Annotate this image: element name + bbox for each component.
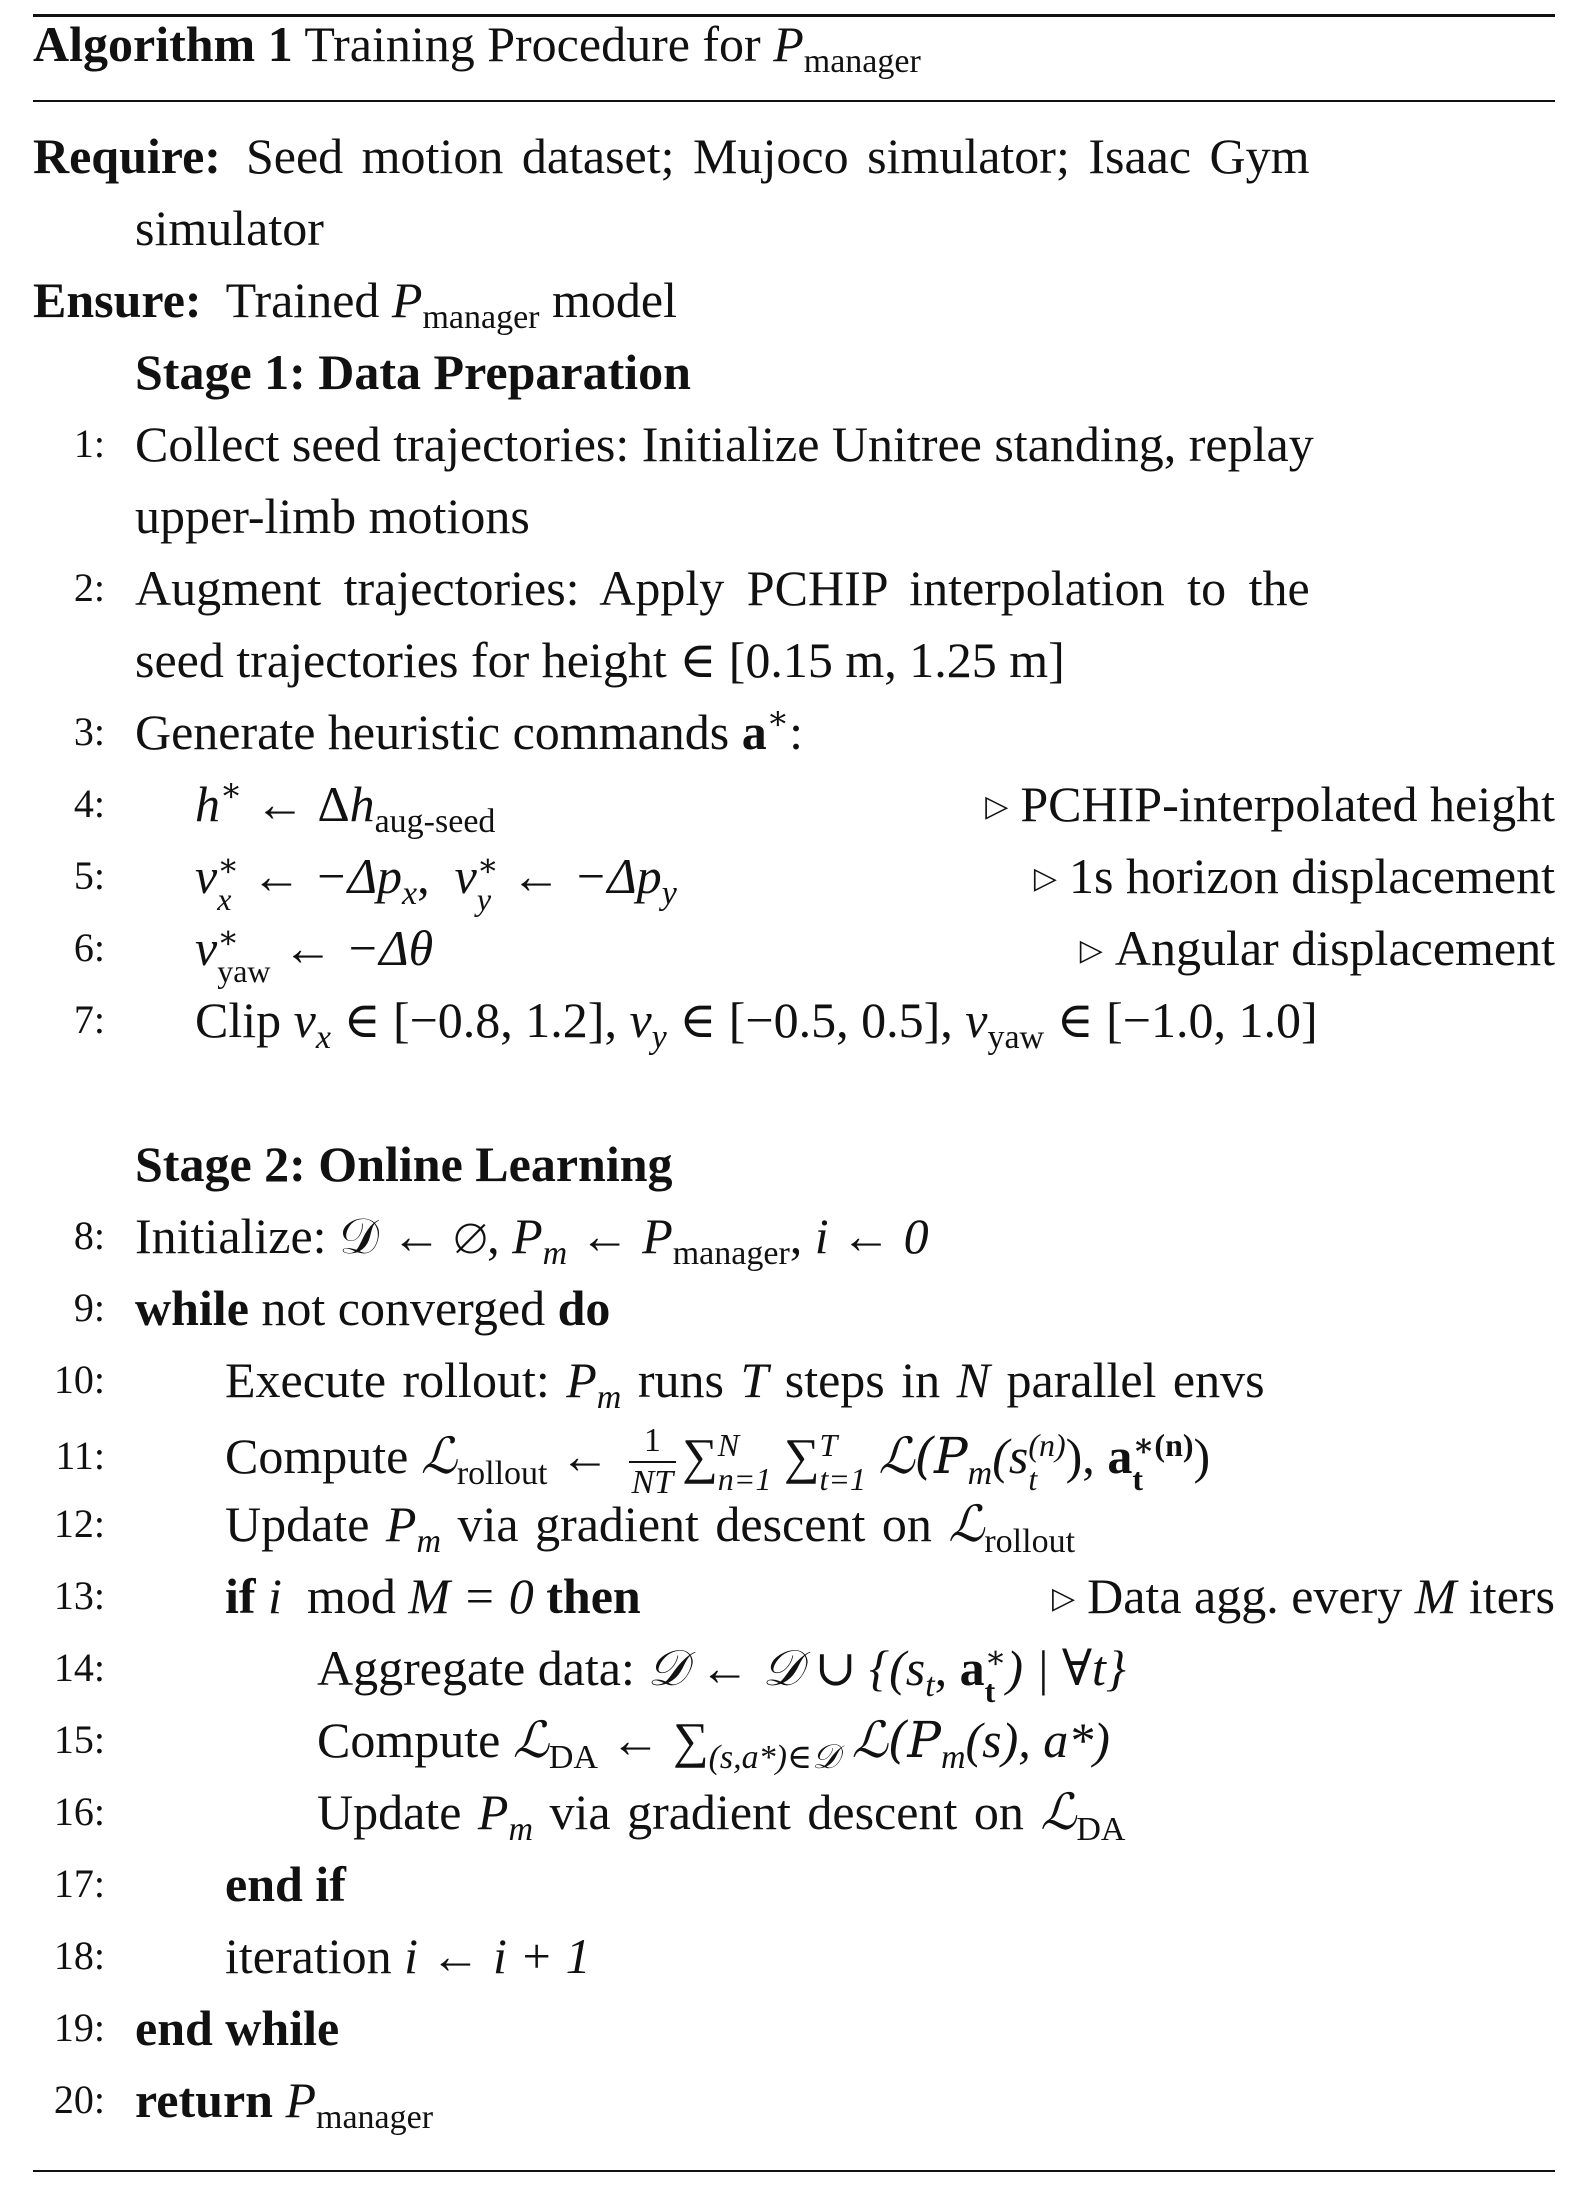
- algorithm-caption: Algorithm 1 Training Procedure for $P_{manager}$: [33, 16, 921, 80]
- algo-line-10: 10: Execute rollout: $P_m$ runs T steps in N parallel envs: [0, 1344, 1592, 1416]
- comment-triangle-icon: ▷: [1052, 1581, 1076, 1615]
- line-number: 18:: [53, 1933, 105, 1978]
- algorithm-title: Training Procedure for: [304, 16, 761, 72]
- comment-triangle-icon: ▷: [1033, 861, 1057, 895]
- algo-line-1: 1: Collect seed trajectories: Initialize Unitree standing, replay: [0, 408, 1592, 480]
- algo-line-3: 3: Generate heuristic commands a∗:: [0, 696, 1592, 768]
- bottom-rule: [33, 2170, 1555, 2172]
- algo-line-13: 13: if i mod M = 0 then ▷ Data agg. every M iters: [0, 1560, 1592, 1632]
- line-number: 17:: [53, 1861, 105, 1906]
- line-number: 14:: [53, 1645, 105, 1690]
- stage1-heading: Stage 1: Data Preparation: [135, 344, 691, 400]
- algo-line-9: 9: while not converged do: [0, 1272, 1592, 1344]
- algo-line-18: 18: iteration i ← i + 1: [0, 1920, 1592, 1992]
- line-number: 2:: [73, 565, 105, 610]
- algo-line-4: 4: h∗ ← $\Delta h_{aug-seed}$ ▷ PCHIP-interpolated height: [0, 768, 1592, 840]
- fraction: $\frac{1}{NT}$: [629, 1421, 677, 1501]
- line-number: 1:: [73, 421, 105, 466]
- algo-line-7: 7: Clip $v_x$ ∈ [−0.8, 1.2], $v_y$ ∈ [−0.5, 0.5], $v_{yaw}$ ∈ [−1.0, 1.0]: [0, 984, 1592, 1056]
- line-number: 19:: [53, 2005, 105, 2050]
- ensure-label: Ensure:: [33, 272, 202, 328]
- algo-line-20: 20: return $P_{manager}$: [0, 2064, 1592, 2136]
- require-line-cont: simulator: [135, 200, 324, 256]
- require-label: Require:: [33, 128, 221, 184]
- algo-line-11: 11: Compute ℒ$_{rollout}$ ← $\frac{1}{NT}$ ∑ N n=1 ∑ T t=1 $ℒ(P_m(s$ (n) t ), a ∗(n) t ): [0, 1420, 1592, 1492]
- title-symbol: P: [773, 16, 804, 72]
- algo-line-2: 2: Augment trajectories: Apply PCHIP interpolation to the: [0, 552, 1592, 624]
- algo-line-1-cont: upper-limb motions: [135, 488, 530, 544]
- comment: ▷ Angular displacement: [1079, 920, 1555, 976]
- line-number: 10:: [53, 1357, 105, 1402]
- line-number: 3:: [73, 709, 105, 754]
- comment: ▷ PCHIP-interpolated height: [985, 776, 1555, 832]
- require-text: Seed motion dataset; Mujoco simulator; Isaac Gym: [245, 128, 1310, 184]
- line-number: 13:: [53, 1573, 105, 1618]
- line-number: 7:: [73, 997, 105, 1042]
- algo-line-15: 15: Compute ℒ$_{DA}$ ← $\sum_{(s,a*)\in 𝒟}$ $ℒ(P_m(s)$, a*): [0, 1704, 1592, 1776]
- line-number: 15:: [53, 1717, 105, 1762]
- line-number: 4:: [73, 781, 105, 826]
- algo-line-8: 8: Initialize: 𝒟 ← ∅, $P_m$ ← $P_{manager}$, i ← 0: [0, 1200, 1592, 1272]
- require-line: [0, 120, 1592, 192]
- line-number: 5:: [73, 853, 105, 898]
- comment: ▷ Data agg. every M iters: [1052, 1568, 1555, 1624]
- line-number: 12:: [53, 1501, 105, 1546]
- line-number: 16:: [53, 1789, 105, 1834]
- algo-line-14: 14: Aggregate data: 𝒟 ← 𝒟 ∪ {($s_t$, a ∗ t ) | ∀t}: [0, 1632, 1592, 1704]
- algo-line-6: 6: v ∗ yaw ← −Δθ ▷ Angular displacement: [0, 912, 1592, 984]
- height-range: ∈ [0.15 m, 1.25 m]: [679, 632, 1065, 688]
- comment-triangle-icon: ▷: [985, 789, 1009, 823]
- comment-triangle-icon: ▷: [1079, 933, 1103, 967]
- comment: ▷ 1s horizon displacement: [1033, 848, 1555, 904]
- algo-line-2-cont: seed trajectories for height ∈ [0.15 m, 1.25 m]: [135, 632, 1065, 688]
- algo-line-17: 17: end if: [0, 1848, 1592, 1920]
- line-number: 20:: [53, 2077, 105, 2122]
- stage2-heading: Stage 2: Online Learning: [135, 1136, 673, 1192]
- algorithm-label: Algorithm 1: [33, 16, 293, 72]
- line-number: 11:: [55, 1433, 105, 1478]
- ensure-line: Ensure: Trained $P_{manager}$ model: [33, 272, 677, 336]
- caption-rule: [33, 100, 1555, 102]
- algo-line-12: 12: Update $P_m$ via gradient descent on ℒ$_{rollout}$: [0, 1488, 1592, 1560]
- line-number: 8:: [73, 1213, 105, 1258]
- algo-line-19: 19: end while: [0, 1992, 1592, 2064]
- algo-line-5: 5: v ∗ x ← $-\Delta p_x$, v ∗ y ← $-\Delta p_y$ ▷ 1s horizon displacement: [0, 840, 1592, 912]
- line-number: 9:: [73, 1285, 105, 1330]
- line-number: 6:: [73, 925, 105, 970]
- algo-line-16: 16: Update $P_m$ via gradient descent on ℒ$_{DA}$: [0, 1776, 1592, 1848]
